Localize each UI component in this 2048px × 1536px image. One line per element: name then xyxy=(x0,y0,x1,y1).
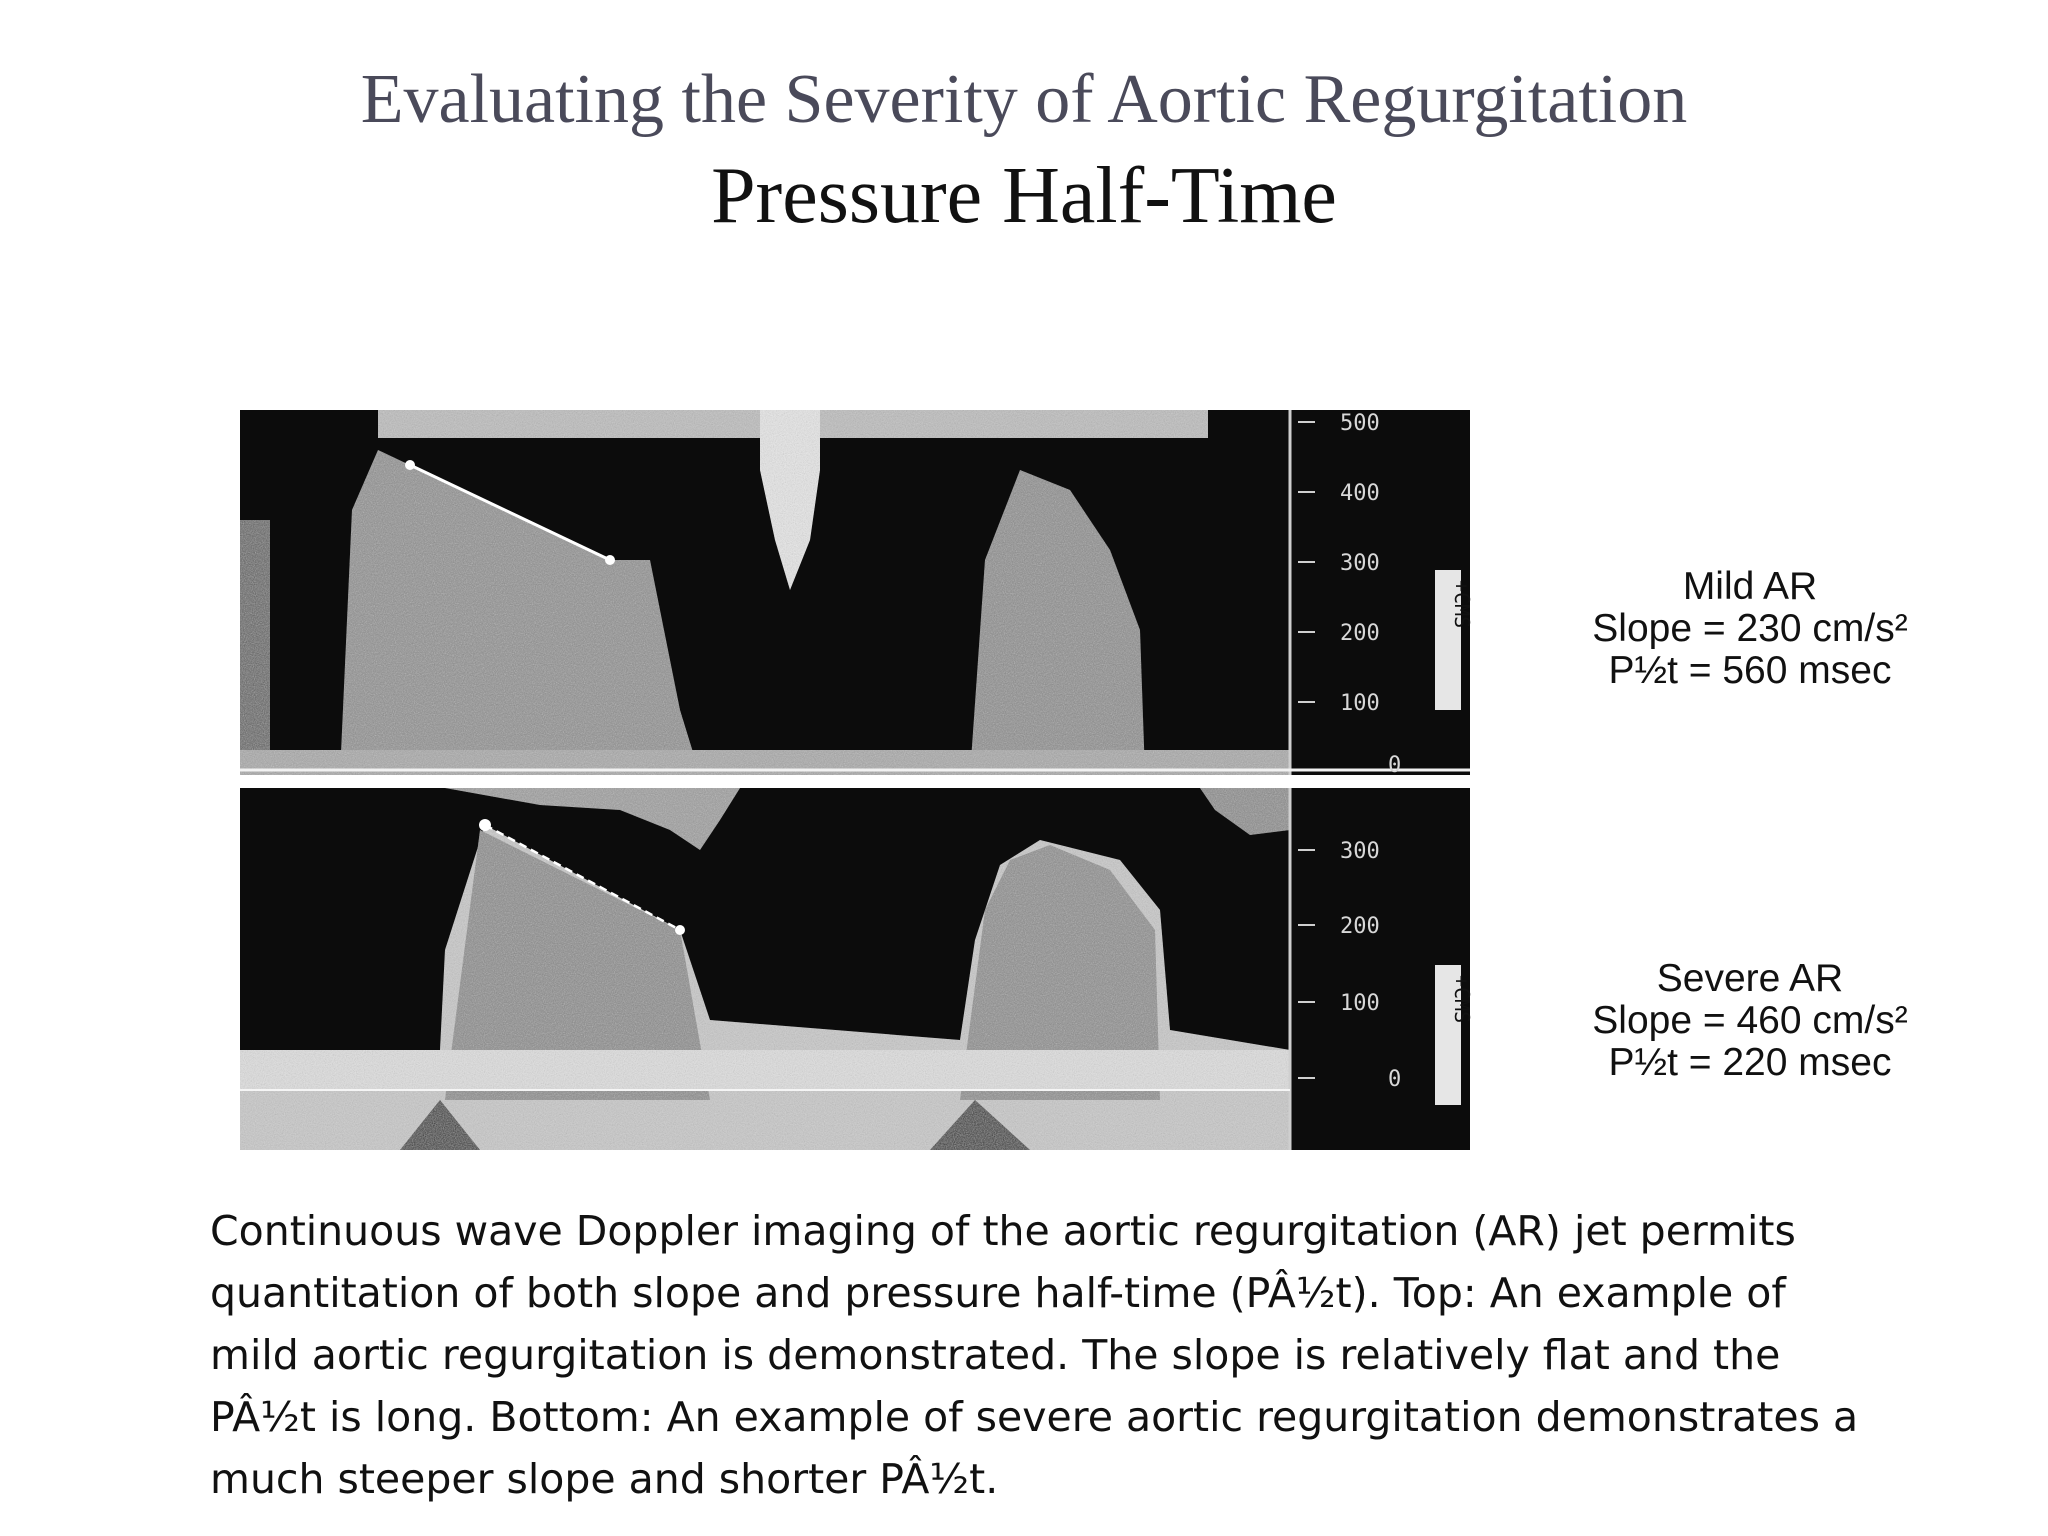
top-doppler-panel xyxy=(240,410,1474,778)
top-scale-tick: 0 xyxy=(1388,753,1402,778)
bottom-scale-tick: 0 xyxy=(1388,1067,1402,1092)
figure-caption xyxy=(210,1200,1890,1510)
caption-line: Continuous wave Doppler imaging of the aortic regurgitation (AR) jet permits xyxy=(210,1207,1796,1255)
mild-ar-label xyxy=(1500,566,2000,692)
bottom-scale-tick: 300 xyxy=(1340,839,1380,864)
top-scale-tick: 300 xyxy=(1340,551,1380,576)
bottom-doppler-panel xyxy=(240,788,1474,1150)
severe-ar-label xyxy=(1500,958,2000,1084)
top-scale-tick: 100 xyxy=(1340,691,1380,716)
top-side-label: +CMS xyxy=(1450,580,1474,629)
top-scale-tick: 400 xyxy=(1340,481,1380,506)
caption-line: PÂ½t is long. Bottom: An example of severe aortic regurgitation demonstrates a xyxy=(210,1393,1859,1441)
bottom-side-label: +CMS xyxy=(1450,975,1474,1024)
severe-ar-pht: P½t = 220 msec xyxy=(1608,1041,1892,1084)
slide-subtitle: Pressure Half-Time xyxy=(711,152,1337,240)
bottom-scale-tick: 200 xyxy=(1340,914,1380,939)
mild-ar-name: Mild AR xyxy=(1682,565,1818,608)
severe-ar-slope: Slope = 460 cm/s² xyxy=(1592,999,1908,1042)
top-scale-tick: 200 xyxy=(1340,621,1380,646)
mild-ar-pht: P½t = 560 msec xyxy=(1608,649,1892,692)
slide-title: Evaluating the Severity of Aortic Regurgitation xyxy=(360,61,1688,138)
mild-ar-slope: Slope = 230 cm/s² xyxy=(1592,607,1908,650)
top-scale-tick: 500 xyxy=(1340,411,1380,436)
doppler-figure xyxy=(240,410,1474,1150)
bottom-scale-tick: 100 xyxy=(1340,991,1380,1016)
caption-line: quantitation of both slope and pressure half-time (PÂ½t). Top: An example of xyxy=(210,1269,1786,1317)
caption-line: much steeper slope and shorter PÂ½t. xyxy=(210,1455,999,1503)
caption-line: mild aortic regurgitation is demonstrated. The slope is relatively flat and the xyxy=(210,1331,1781,1379)
severe-ar-name: Severe AR xyxy=(1656,957,1844,1000)
